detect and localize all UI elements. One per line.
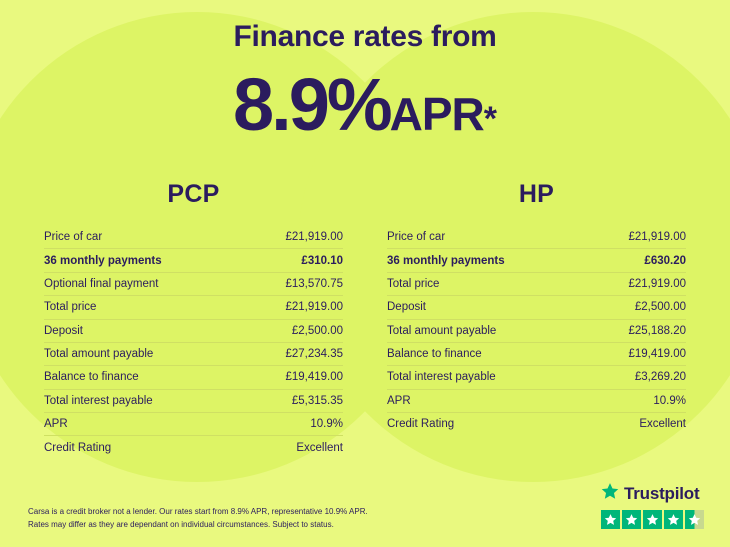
star-icon bbox=[643, 510, 662, 529]
row-label: Deposit bbox=[387, 301, 426, 314]
row-value: £3,269.20 bbox=[634, 371, 686, 384]
row-label: Total amount payable bbox=[387, 324, 497, 337]
table-row bbox=[44, 390, 343, 413]
table-row bbox=[44, 366, 343, 389]
table-row bbox=[387, 249, 686, 272]
finance-tables bbox=[0, 180, 730, 459]
row-value: £2,500.00 bbox=[634, 301, 686, 314]
row-value: £21,919.00 bbox=[285, 301, 343, 314]
star-half-icon bbox=[685, 510, 704, 529]
table-row bbox=[44, 226, 343, 249]
row-label: 36 monthly payments bbox=[387, 254, 505, 267]
row-value: £310.10 bbox=[301, 254, 343, 267]
rate-value: 8.9% bbox=[232, 63, 390, 146]
row-value: £21,919.00 bbox=[285, 231, 343, 244]
row-label: Credit Rating bbox=[44, 441, 112, 454]
row-label: Price of car bbox=[44, 231, 103, 244]
row-label: Total interest payable bbox=[387, 371, 496, 384]
trustpilot-rating bbox=[601, 482, 704, 529]
row-value: 10.9% bbox=[653, 394, 686, 407]
table-row bbox=[387, 226, 686, 249]
table-row bbox=[387, 413, 686, 435]
hp-column bbox=[365, 180, 686, 459]
disclaimer bbox=[28, 506, 368, 531]
disclaimer-line-2: Rates may differ as they are dependant on individual circumstances. Subject to status. bbox=[28, 519, 334, 529]
row-value: £21,919.00 bbox=[628, 231, 686, 244]
row-label: Total interest payable bbox=[44, 394, 153, 407]
trustpilot-name: Trustpilot bbox=[624, 483, 700, 503]
table-row bbox=[387, 296, 686, 319]
row-value: £5,315.35 bbox=[291, 394, 343, 407]
table-row bbox=[387, 273, 686, 296]
pcp-title: PCP bbox=[167, 180, 220, 208]
trustpilot-logo bbox=[601, 482, 704, 505]
pcp-rows bbox=[44, 226, 343, 459]
row-label: Total price bbox=[387, 277, 440, 290]
row-value: £21,919.00 bbox=[628, 277, 686, 290]
pcp-column bbox=[44, 180, 365, 459]
hp-rows bbox=[387, 226, 686, 435]
row-label: Balance to finance bbox=[387, 348, 482, 361]
row-label: APR bbox=[44, 418, 68, 431]
rate-asterisk: * bbox=[483, 100, 498, 138]
table-row bbox=[44, 320, 343, 343]
table-row bbox=[387, 320, 686, 343]
rate-unit: APR bbox=[389, 88, 484, 140]
rate-display bbox=[0, 63, 730, 146]
row-value: £19,419.00 bbox=[285, 371, 343, 384]
table-row bbox=[44, 249, 343, 272]
row-value: £27,234.35 bbox=[285, 348, 343, 361]
headline: Finance rates from bbox=[233, 20, 497, 53]
table-row bbox=[44, 413, 343, 436]
row-label: Credit Rating bbox=[387, 418, 455, 431]
table-row bbox=[44, 343, 343, 366]
row-value: £25,188.20 bbox=[628, 324, 686, 337]
row-label: Total amount payable bbox=[44, 348, 154, 361]
row-label: APR bbox=[387, 394, 411, 407]
hp-title: HP bbox=[518, 180, 555, 208]
star-icon bbox=[601, 482, 619, 505]
row-value: £13,570.75 bbox=[285, 277, 343, 290]
table-row bbox=[387, 343, 686, 366]
table-row bbox=[387, 390, 686, 413]
row-label: Total price bbox=[44, 301, 97, 314]
star-icon bbox=[601, 510, 620, 529]
row-label: Price of car bbox=[387, 231, 446, 244]
row-label: Balance to finance bbox=[44, 371, 139, 384]
row-value: £2,500.00 bbox=[291, 324, 343, 337]
row-label: Deposit bbox=[44, 324, 83, 337]
row-value: £630.20 bbox=[644, 254, 686, 267]
row-label: Optional final payment bbox=[44, 277, 159, 290]
row-value: £19,419.00 bbox=[628, 348, 686, 361]
table-row bbox=[387, 366, 686, 389]
row-value: Excellent bbox=[296, 441, 343, 454]
star-icon bbox=[664, 510, 683, 529]
table-row bbox=[44, 436, 343, 458]
table-row bbox=[44, 273, 343, 296]
disclaimer-line-1: Carsa is a credit broker not a lender. Our rates start from 8.9% APR, representative 10.9% APR. bbox=[28, 507, 368, 517]
trustpilot-stars bbox=[601, 510, 704, 529]
table-row bbox=[44, 296, 343, 319]
row-value: 10.9% bbox=[310, 418, 343, 431]
row-label: 36 monthly payments bbox=[44, 254, 162, 267]
star-icon bbox=[622, 510, 641, 529]
row-value: Excellent bbox=[639, 418, 686, 431]
